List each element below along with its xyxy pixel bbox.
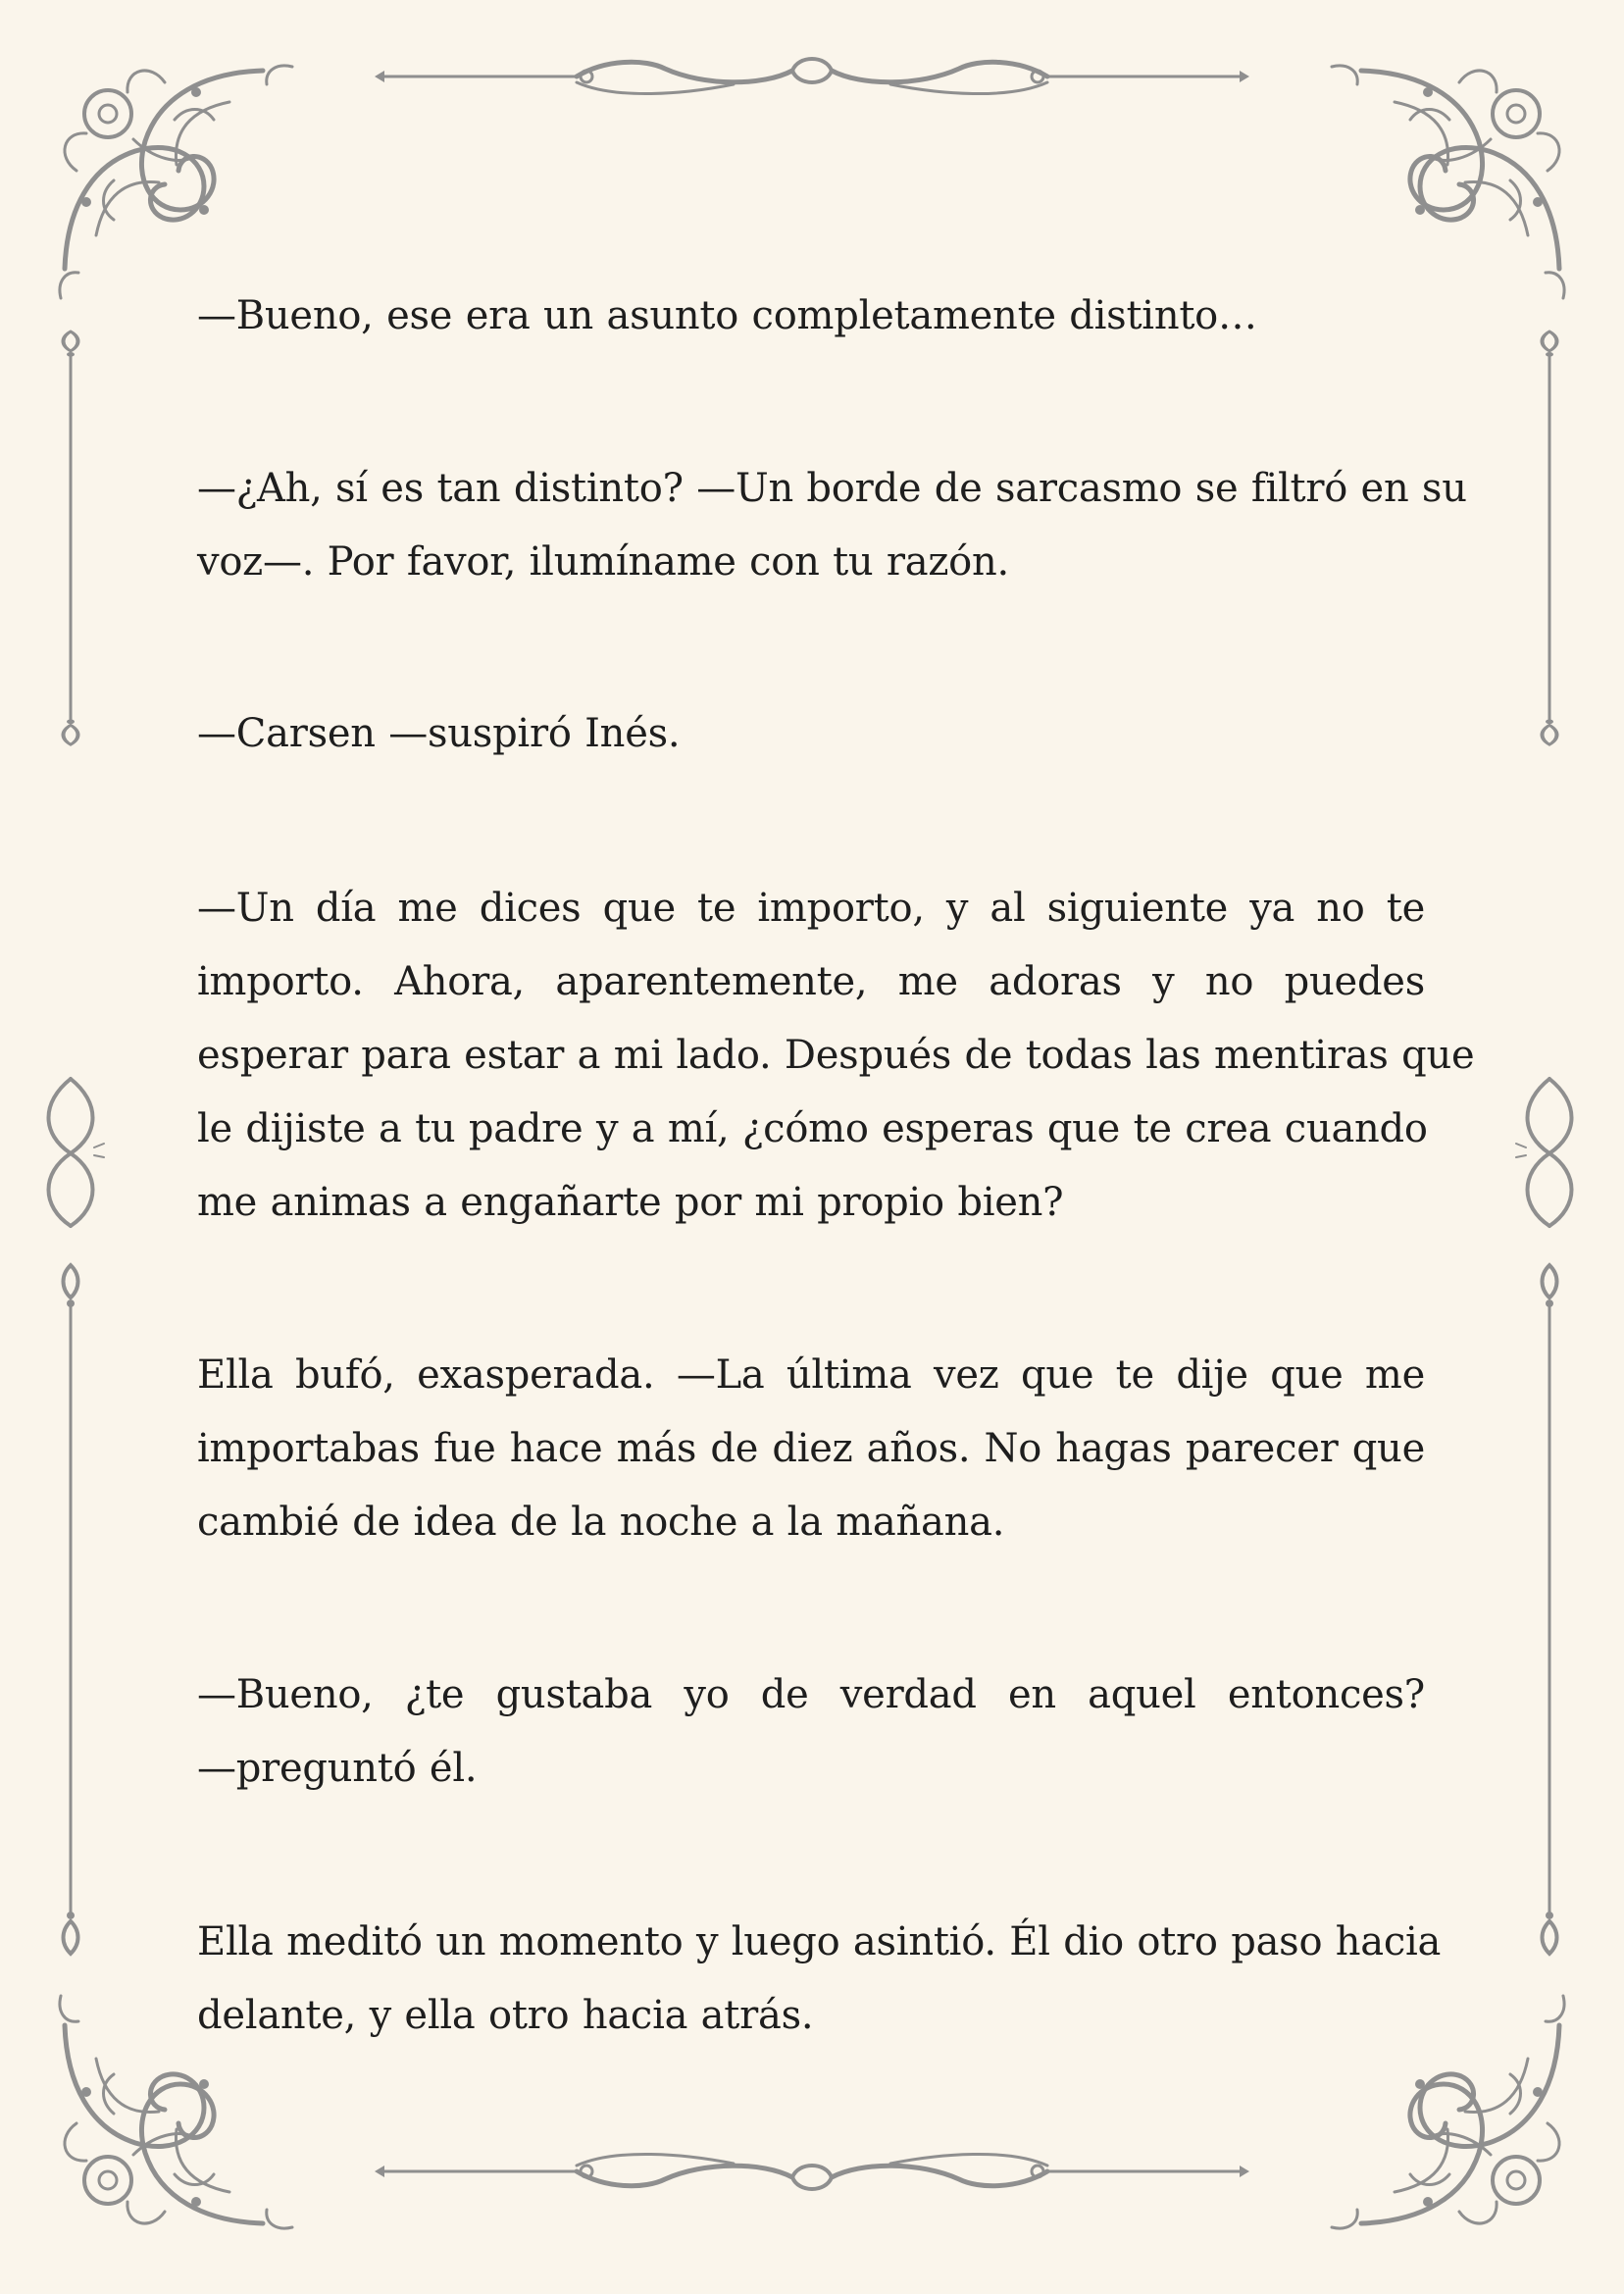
top-flourish <box>375 59 1249 94</box>
left-loop <box>49 1079 105 1226</box>
paragraph-4 <box>197 872 1475 1240</box>
right-loop <box>1516 1079 1572 1226</box>
left-rule-lower <box>64 1265 78 1954</box>
text-line: cambié de idea de la noche a la mañana. <box>197 1500 1005 1545</box>
text-line: importabas fue hace más de diez años. No hagas parecer que <box>197 1426 1425 1471</box>
text-line: me animas a engañarte por mi propio bien? <box>197 1180 1064 1225</box>
text-line: Ella bufó, exasperada. —La última vez que te dije que me <box>197 1352 1425 1398</box>
right-rule-lower <box>1543 1265 1557 1954</box>
text-line: —Carsen —suspiró Inés. <box>197 711 681 756</box>
text-line: importo. Ahora, aparentemente, me adoras y no puedes <box>197 959 1425 1004</box>
paragraph-7 <box>197 1906 1442 2053</box>
text-line: voz—. Por favor, ilumíname con tu razón. <box>197 539 1009 585</box>
corner-ornament-top-left <box>60 66 292 298</box>
text-line: le dijiste a tu padre y a mí, ¿cómo esperas que te crea cuando <box>197 1106 1428 1151</box>
paragraph-3 <box>197 697 1425 771</box>
text-line: —preguntó él. <box>197 1746 478 1791</box>
text-line: Ella meditó un momento y luego asintió. Él dio otro paso hacia <box>197 1919 1442 1964</box>
paragraph-6 <box>197 1658 1425 1806</box>
text-line: delante, y ella otro hacia atrás. <box>197 1993 814 2038</box>
text-line: —Bueno, ¿te gustaba yo de verdad en aquel entonces? <box>197 1672 1425 1717</box>
left-rule-upper <box>64 331 78 744</box>
paragraph-1 <box>197 280 1425 353</box>
text-line: —Un día me dices que te importo, y al siguiente ya no te <box>197 886 1425 931</box>
paragraph-2 <box>197 452 1467 599</box>
text-line: —¿Ah, sí es tan distinto? —Un borde de sarcasmo se filtró en su <box>197 466 1467 511</box>
paragraph-5 <box>197 1339 1425 1559</box>
text-line: esperar para estar a mi lado. Después de todas las mentiras que <box>197 1033 1475 1078</box>
right-rule-upper <box>1543 331 1557 744</box>
corner-ornament-top-right <box>1332 66 1564 298</box>
bottom-flourish <box>375 2154 1249 2189</box>
text-line: —Bueno, ese era un asunto completamente distinto… <box>197 293 1257 338</box>
